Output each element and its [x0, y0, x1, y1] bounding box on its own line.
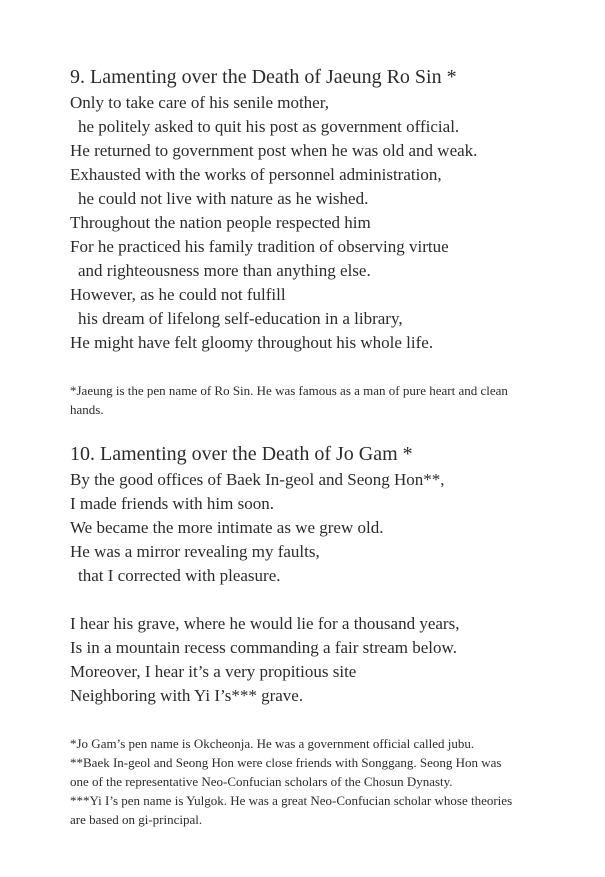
- page-content: [70, 64, 536, 829]
- footnote-line: ***Yi I’s pen name is Yulgok. He was a great Neo-Confucian scholar whose theories: [70, 793, 513, 808]
- poem-9: [70, 64, 536, 419]
- poem-10-footnotes: [70, 734, 536, 829]
- poem-line: Only to take care of his senile mother,: [70, 93, 329, 112]
- poem-line: He might have felt gloomy throughout his whole life.: [70, 333, 434, 352]
- poem-line: he could not live with nature as he wished.: [78, 189, 369, 208]
- poem-line: I made friends with him soon.: [70, 494, 274, 513]
- poem-line: However, as he could not fulfill: [70, 285, 286, 304]
- poem-line: Throughout the nation people respected him: [70, 213, 371, 232]
- footnote-line: *Jaeung is the pen name of Ro Sin. He was famous as a man of pure heart and clean: [70, 383, 508, 398]
- poem-10: [70, 441, 536, 829]
- footnote-line: hands.: [70, 402, 104, 417]
- poem-10-title: 10. Lamenting over the Death of Jo Gam *: [70, 443, 413, 465]
- poem-line: Exhausted with the works of personnel administration,: [70, 165, 442, 184]
- footnote-line: one of the representative Neo-Confucian scholars of the Chosun Dynasty.: [70, 774, 453, 789]
- poem-line: Neighboring with Yi I’s*** grave.: [70, 686, 304, 705]
- poem-line: He was a mirror revealing my faults,: [70, 542, 320, 561]
- poem-line: He returned to government post when he was old and weak.: [70, 141, 478, 160]
- footnote-line: are based on gi-principal.: [70, 812, 203, 827]
- poem-9-title: 9. Lamenting over the Death of Jaeung Ro Sin *: [70, 66, 457, 88]
- poem-line: We became the more intimate as we grew old.: [70, 518, 384, 537]
- poem-line: and righteousness more than anything else.: [78, 261, 371, 280]
- poem-line: Is in a mountain recess commanding a fair stream below.: [70, 638, 457, 657]
- poem-line: that I corrected with pleasure.: [78, 566, 281, 585]
- poem-line: I hear his grave, where he would lie for a thousand years,: [70, 614, 460, 633]
- poem-line: By the good offices of Baek In-geol and Seong Hon**,: [70, 470, 445, 489]
- poem-line: Moreover, I hear it’s a very propitious site: [70, 662, 357, 681]
- poem-9-footnote: [70, 381, 536, 419]
- poem-line: For he practiced his family tradition of observing virtue: [70, 237, 449, 256]
- stanza-break: [70, 588, 536, 612]
- poem-line: his dream of lifelong self-education in a library,: [78, 309, 403, 328]
- poem-line: he politely asked to quit his post as government official.: [78, 117, 460, 136]
- footnote-line: *Jo Gam’s pen name is Okcheonja. He was a government official called jubu.: [70, 736, 475, 751]
- footnote-line: **Baek In-geol and Seong Hon were close friends with Songgang. Seong Hon was: [70, 755, 502, 770]
